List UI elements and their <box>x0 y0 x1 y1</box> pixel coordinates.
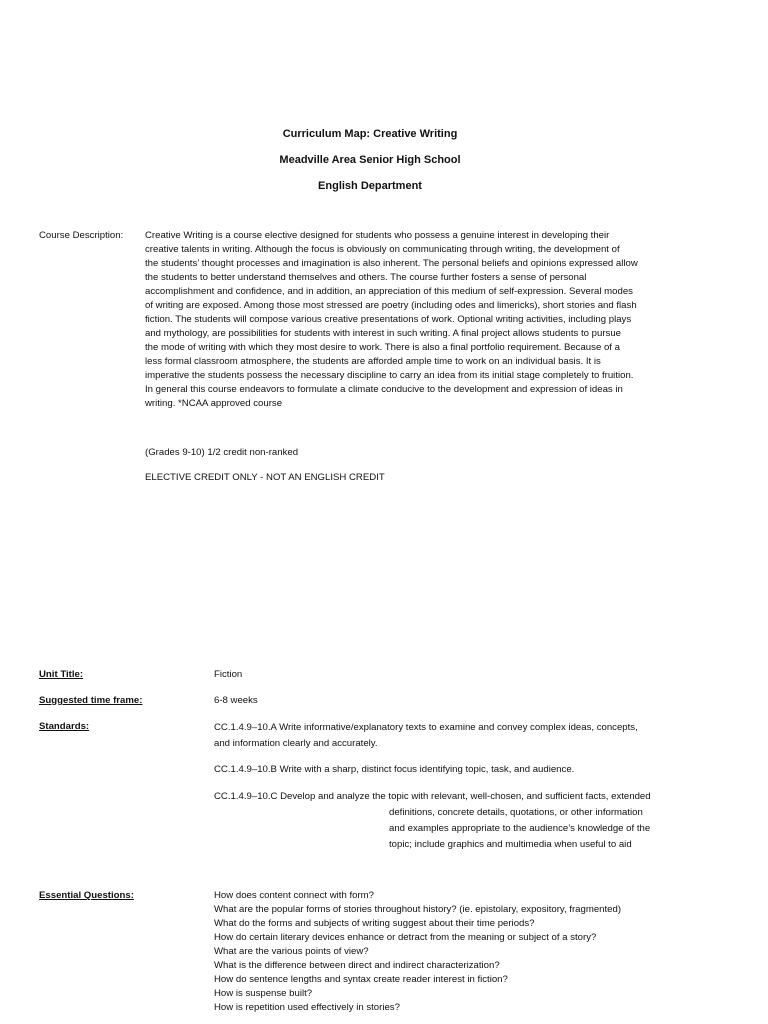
standard-line: CC.1.4.9–10.C Develop and analyze the topic with relevant, well-chosen, and sufficient facts, extended <box>214 791 651 802</box>
unit-title-label: Unit Title: <box>39 669 84 680</box>
standard-b <box>214 762 714 778</box>
description-line: the mode of writing with which they most desire to work. There is also a final portfolio requirement. Because of a <box>145 342 620 353</box>
description-line: creative talents in writing. Although the focus is obviously on communicating through writing, the development of <box>145 244 620 255</box>
course-description-label: Course Description: <box>39 230 124 241</box>
standard-line: and examples appropriate to the audience’s knowledge of the <box>389 823 651 834</box>
question-item: How does content connect with form? <box>214 890 374 901</box>
standards-label: Standards: <box>39 721 90 732</box>
question-item: How is suspense built? <box>214 988 313 999</box>
question-item: What are the various points of view? <box>214 946 369 957</box>
description-line: and mythology, are possibilities for students with interest in such writing. A final project allows students to pursue <box>145 328 622 339</box>
unit-title-value: Fiction <box>214 669 243 680</box>
description-line: writing. *NCAA approved course <box>145 398 283 409</box>
standard-line: CC.1.4.9–10.A Write informative/explanatory texts to examine and convey complex ideas, concepts, <box>214 722 638 733</box>
essential-questions-list <box>214 889 734 1015</box>
description-line: Creative Writing is a course elective designed for students who possess a genuine interest in developing their <box>145 230 610 241</box>
standard-line: CC.1.4.9–10.B Write with a sharp, distinct focus identifying topic, task, and audience. <box>214 764 575 775</box>
description-line: the students’ thought processes and imagination is also inherent. The personal beliefs and opinions expressed allow <box>145 258 638 269</box>
description-line: of writing are exposed. Among those most stressed are poetry (including odes and limericks), short stories and flash <box>145 300 637 311</box>
standard-a <box>214 720 714 752</box>
question-item: How do sentence lengths and syntax create reader interest in fiction? <box>214 974 508 985</box>
document-title: Curriculum Map: Creative Writing <box>282 128 458 140</box>
question-item: What is the difference between direct and indirect characterization? <box>214 960 500 971</box>
description-line: accomplishment and confidence, and in addition, an appreciation of this medium of self-expression. Several modes <box>145 286 633 297</box>
school-name: Meadville Area Senior High School <box>279 154 461 166</box>
department-name: English Department <box>318 180 422 192</box>
question-item: What are the popular forms of stories throughout history? (ie. epistolary, expository, fragmented) <box>214 904 622 915</box>
standard-line: and information clearly and accurately. <box>214 738 378 749</box>
question-item: What do the forms and subjects of writing suggest about their time periods? <box>214 918 535 929</box>
description-line: the students to better understand themselves and others. The course further fosters a sense of personal <box>145 272 587 283</box>
elective-credit-note: ELECTIVE CREDIT ONLY - NOT AN ENGLISH CREDIT <box>145 472 385 483</box>
description-line: In general this course endeavors to formulate a climate conducive to the development and expression of ideas in <box>145 384 623 395</box>
question-item: How is repetition used effectively in stories? <box>214 1002 400 1013</box>
grades-credit-info: (Grades 9-10) 1/2 credit non-ranked <box>145 447 299 458</box>
time-frame-label: Suggested time frame: <box>39 695 143 706</box>
standard-c <box>214 789 714 853</box>
essential-questions-label: Essential Questions: <box>39 890 134 901</box>
question-item: How do certain literary devices enhance or detract from the meaning or subject of a story? <box>214 932 597 943</box>
course-description-text <box>145 229 705 411</box>
description-line: imperative the students possess the necessary discipline to carry an idea from its initial stage completely to fruition. <box>145 370 634 381</box>
time-frame-value: 6-8 weeks <box>214 695 258 706</box>
standard-line: topic; include graphics and multimedia when useful to aid <box>389 839 632 850</box>
description-line: less formal classroom atmosphere, the students are afforded ample time to work on an individual basis. It is <box>145 356 601 367</box>
standard-line: definitions, concrete details, quotations, or other information <box>389 807 643 818</box>
description-line: fiction. The students will compose various creative presentations of work. Optional writing activities, including plays <box>145 314 632 325</box>
